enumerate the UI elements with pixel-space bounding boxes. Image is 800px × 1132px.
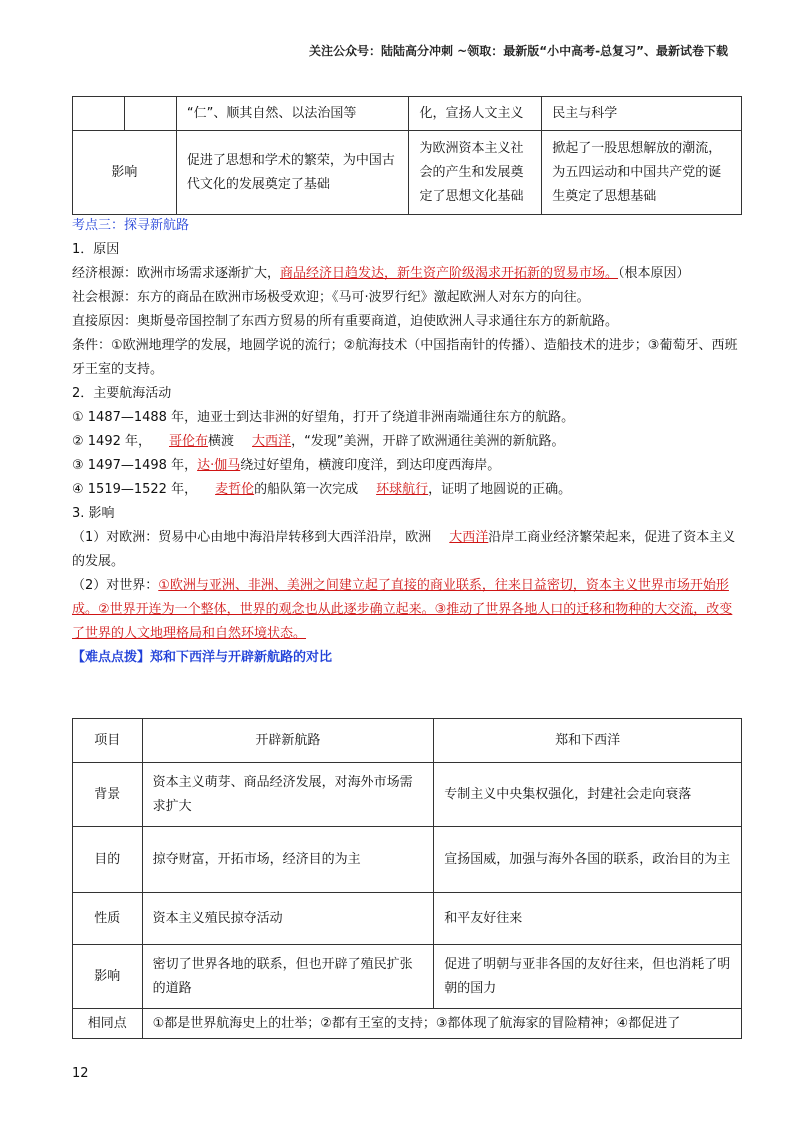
table-cell: 掀起了一股思想解放的潮流，为五四运动和中国共产党的诞生奠定了思想基础 (542, 131, 742, 215)
row-label-impact: 影响 (73, 131, 177, 215)
text: ，“发现”美洲，开辟了欧洲通往美洲的新航路。 (291, 434, 565, 449)
table-cell: ①都是世界航海史上的壮举；②都有王室的支持；③都体现了航海家的冒险精神；④都促进了 (142, 1009, 741, 1039)
page-header: 关注公众号：陆陆高分冲刺 ~领取：最新版“小中高考-总复习”、最新试卷下载 (309, 44, 728, 58)
text: 的船队第一次完成 (254, 482, 359, 497)
table-row (73, 1009, 742, 1039)
text: ② 1492 年， (72, 434, 152, 449)
table-cell: 资本主义萌芽、商品经济发展，对海外市场需求扩大 (142, 763, 434, 827)
header-cell: 开辟新航路 (142, 719, 434, 763)
answer-text: 麦哲伦 (215, 482, 255, 497)
table-cell (73, 97, 125, 131)
table-cell: 促进了思想和学术的繁荣，为中国古代文化的发展奠定了基础 (176, 131, 409, 215)
table-cell (124, 97, 176, 131)
social-root: 社会根源：东方的商品在欧洲市场极受欢迎；《马可·波罗行纪》激起欧洲人对东方的向往。 (72, 290, 590, 305)
note-text: （根本原因） (618, 266, 690, 281)
activity-4 (72, 478, 742, 502)
row-label: 性质 (73, 893, 143, 945)
answer-text: 商品经济日趋发达，新生资产阶级渴求开拓新的贸易市场。 (280, 266, 619, 281)
table-cell: “仁”、顺其自然、以法治国等 (176, 97, 409, 131)
thought-comparison-table-fragment (72, 96, 742, 215)
header-cell: 项目 (73, 719, 143, 763)
row-label: 相同点 (73, 1009, 143, 1039)
text: ③ 1497—1498 年， (72, 458, 198, 473)
impact-heading: 3. 影响 (72, 506, 115, 521)
row-label: 影响 (73, 945, 143, 1009)
table-cell: 资本主义殖民掠夺活动 (142, 893, 434, 945)
activity-1: ① 1487—1488 年，迪亚士到达非洲的好望角，打开了绕道非洲南端通往东方的航路。 (72, 410, 575, 425)
table-header-row (73, 719, 742, 763)
impact-world (72, 574, 742, 646)
table-cell: 促进了明朝与亚非各国的友好往来，但也消耗了明朝的国力 (434, 945, 742, 1009)
direct-cause: 直接原因：奥斯曼帝国控制了东西方贸易的所有重要商道，迫使欧洲人寻求通往东方的新航路。 (72, 314, 619, 329)
difficulty-title: 【难点点拨】郑和下西洋与开辟新航路的对比 (72, 650, 333, 665)
row-label: 背景 (73, 763, 143, 827)
activities-heading: 2．主要航海活动 (72, 386, 172, 401)
section-title: 考点三：探寻新航路 (72, 218, 190, 233)
answer-text: 大西洋 (252, 434, 292, 449)
table-cell: 密切了世界各地的联系，但也开辟了殖民扩张的道路 (142, 945, 434, 1009)
table-cell: 专制主义中央集权强化，封建社会走向衰落 (434, 763, 742, 827)
text: 沿岸工商业经济繁荣起来，促进了资本主义的发展。 (72, 530, 736, 569)
economic-root (72, 262, 742, 286)
table-row (73, 827, 742, 893)
table-row (73, 97, 742, 131)
table-cell: 和平友好往来 (434, 893, 742, 945)
activity-3 (72, 454, 742, 478)
table-row (73, 945, 742, 1009)
table-cell: 民主与科学 (542, 97, 742, 131)
answer-text: 环球航行 (376, 482, 429, 497)
text: ④ 1519—1522 年， (72, 482, 198, 497)
table-cell: 化，宣扬人文主义 (409, 97, 542, 131)
comparison-table (72, 718, 742, 1039)
header-cell: 郑和下西洋 (434, 719, 742, 763)
table-row (73, 131, 742, 215)
conditions: 条件：①欧洲地理学的发展，地圆学说的流行；②航海技术（中国指南针的传播）、造船技术的进步；③葡萄牙、西班牙王室的支持。 (72, 338, 738, 377)
answer-text: 哥伦布 (169, 434, 209, 449)
page-number: 12 (72, 1066, 89, 1081)
cause-heading: 1．原因 (72, 242, 120, 257)
section-new-sea-routes (72, 214, 742, 670)
table-row (73, 763, 742, 827)
table-cell: 为欧洲资本主义社会的产生和发展奠定了思想文化基础 (409, 131, 542, 215)
activity-2 (72, 430, 742, 454)
text: 横渡 (208, 434, 235, 449)
text: （2）对世界： (72, 578, 159, 593)
impact-europe (72, 526, 742, 574)
text: ，证明了地圆说的正确。 (428, 482, 572, 497)
row-label: 目的 (73, 827, 143, 893)
label-text: 经济根源：欧洲市场需求逐渐扩大， (72, 266, 281, 281)
text: （1）对欧洲：贸易中心由地中海沿岸转移到大西洋沿岸，欧洲 (72, 530, 432, 545)
answer-text: 达·伽马 (197, 458, 241, 473)
table-row (73, 893, 742, 945)
answer-text: 大西洋 (449, 530, 489, 545)
table-cell: 宣扬国威，加强与海外各国的联系，政治目的为主 (434, 827, 742, 893)
answer-text: ①欧洲与亚洲、非洲、美洲之间建立起了直接的商业联系，往来日益密切，资本主义世界市场开始形成。②世界开连为一个整体，世界的观念也从此逐步确立起来。③推动了世界各地人口的迁移和物种的大交流，改变了世界的人文地理格局和自然环境状态。 (72, 578, 733, 641)
table-cell: 掠夺财富，开拓市场，经济目的为主 (142, 827, 434, 893)
text: 绕过好望角，横渡印度洋，到达印度西海岸。 (240, 458, 501, 473)
